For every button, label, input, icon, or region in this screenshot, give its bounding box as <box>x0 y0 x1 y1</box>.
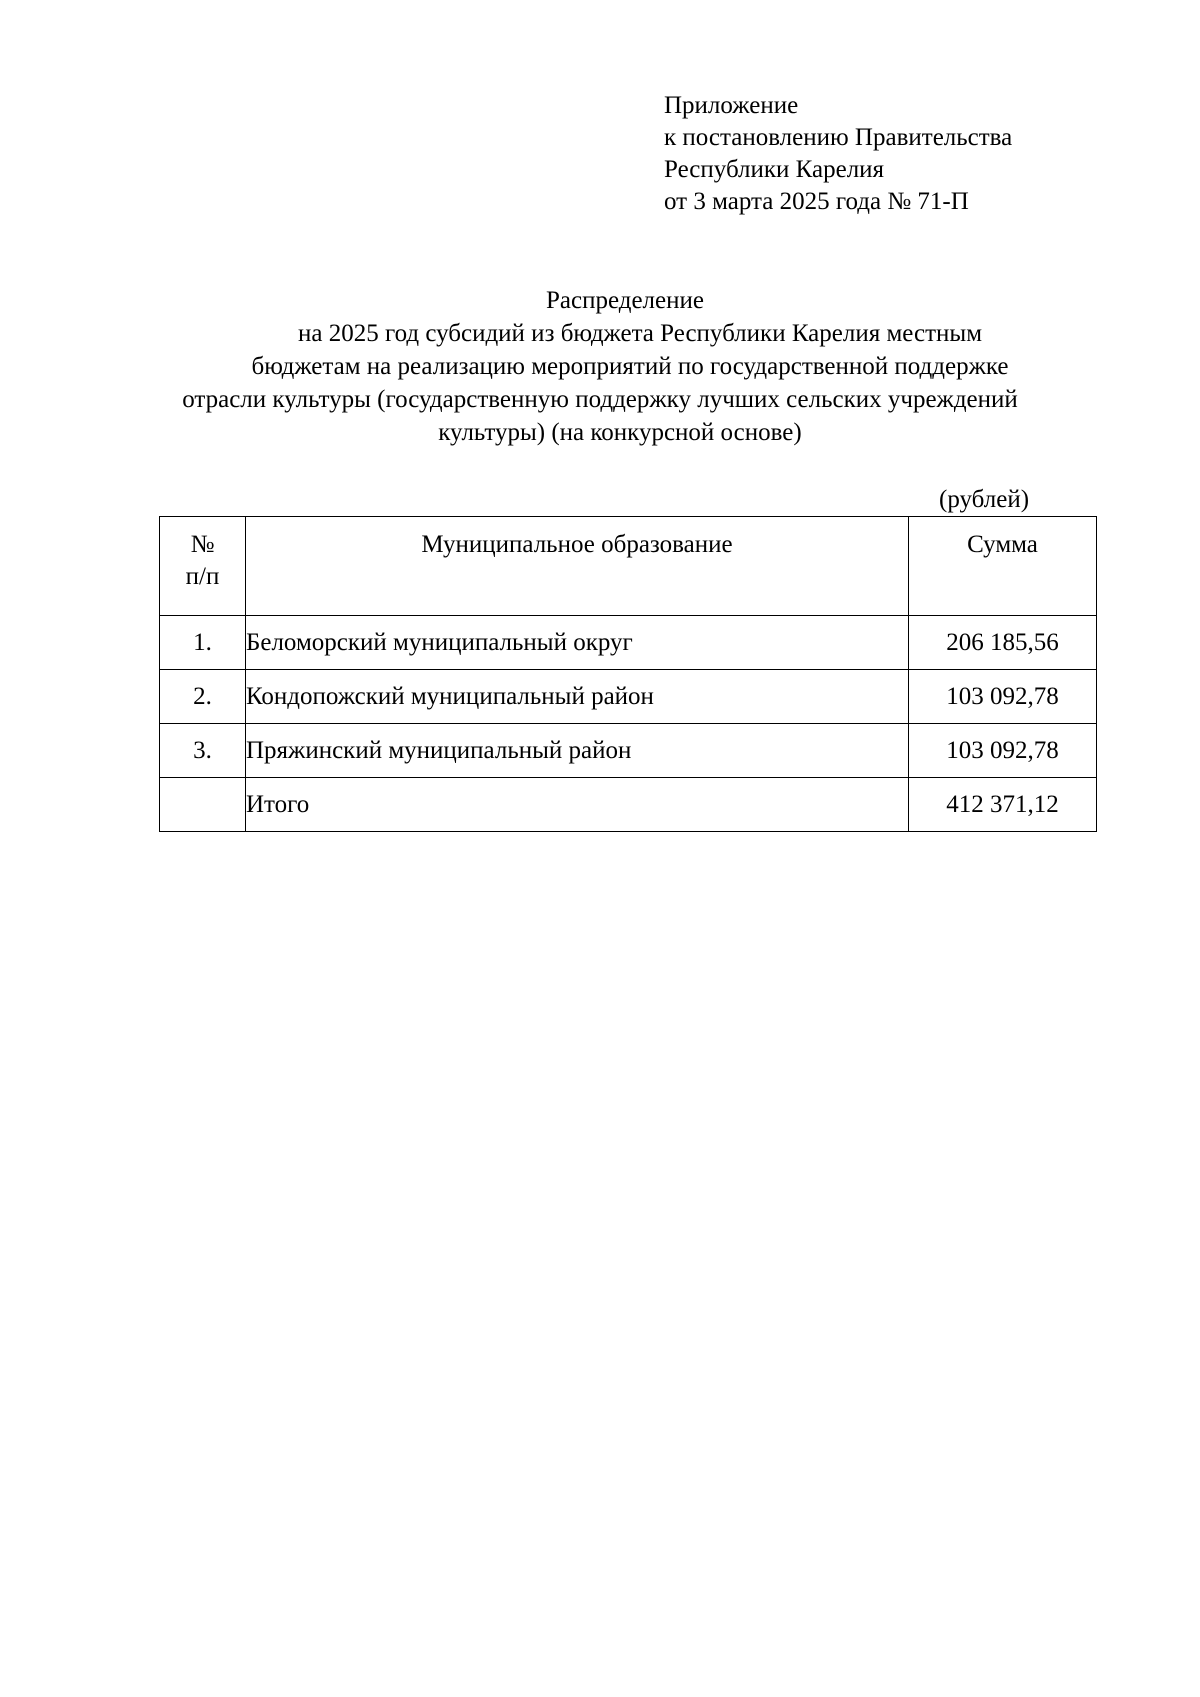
row-number: 2. <box>160 670 246 724</box>
header-number-line-2: п/п <box>185 563 220 590</box>
header-municipality: Муниципальное образование <box>246 517 909 616</box>
title-line-5: культуры) (на конкурсной основе) <box>438 419 802 446</box>
total-number <box>160 778 246 832</box>
header-number <box>160 517 246 616</box>
row-sum: 206 185,56 <box>909 616 1097 670</box>
table-row <box>160 616 1097 670</box>
units-label: (рублей) <box>939 486 1030 513</box>
appendix-line-3: Республики Карелия <box>664 156 885 183</box>
row-municipality: Беломорский муниципальный округ <box>246 616 909 670</box>
appendix-line-4: от 3 марта 2025 года № 71-П <box>664 188 969 215</box>
distribution-table <box>159 516 1097 832</box>
title-line-4: отрасли культуры (государственную поддержку лучших сельских учреждений <box>182 386 1018 413</box>
table-row <box>160 670 1097 724</box>
title-line-1: Распределение <box>546 287 704 314</box>
table-header-row <box>160 517 1097 616</box>
title-line-2: на 2025 год субсидий из бюджета Республики Карелия местным <box>297 320 983 347</box>
total-sum: 412 371,12 <box>909 778 1097 832</box>
appendix-line-1: Приложение <box>664 92 799 119</box>
table-total-row <box>160 778 1097 832</box>
row-number: 1. <box>160 616 246 670</box>
row-municipality: Кондопожский муниципальный район <box>246 670 909 724</box>
row-sum: 103 092,78 <box>909 670 1097 724</box>
table-row <box>160 724 1097 778</box>
appendix-block <box>664 90 1012 218</box>
total-label: Итого <box>246 778 909 832</box>
header-sum: Сумма <box>909 517 1097 616</box>
row-sum: 103 092,78 <box>909 724 1097 778</box>
row-municipality: Пряжинский муниципальный район <box>246 724 909 778</box>
title-line-3: бюджетам на реализацию мероприятий по государственной поддержке <box>251 353 1009 380</box>
document-title <box>0 284 1200 449</box>
row-number: 3. <box>160 724 246 778</box>
header-number-line-1: № <box>190 531 215 558</box>
appendix-line-2: к постановлению Правительства <box>664 124 1013 151</box>
